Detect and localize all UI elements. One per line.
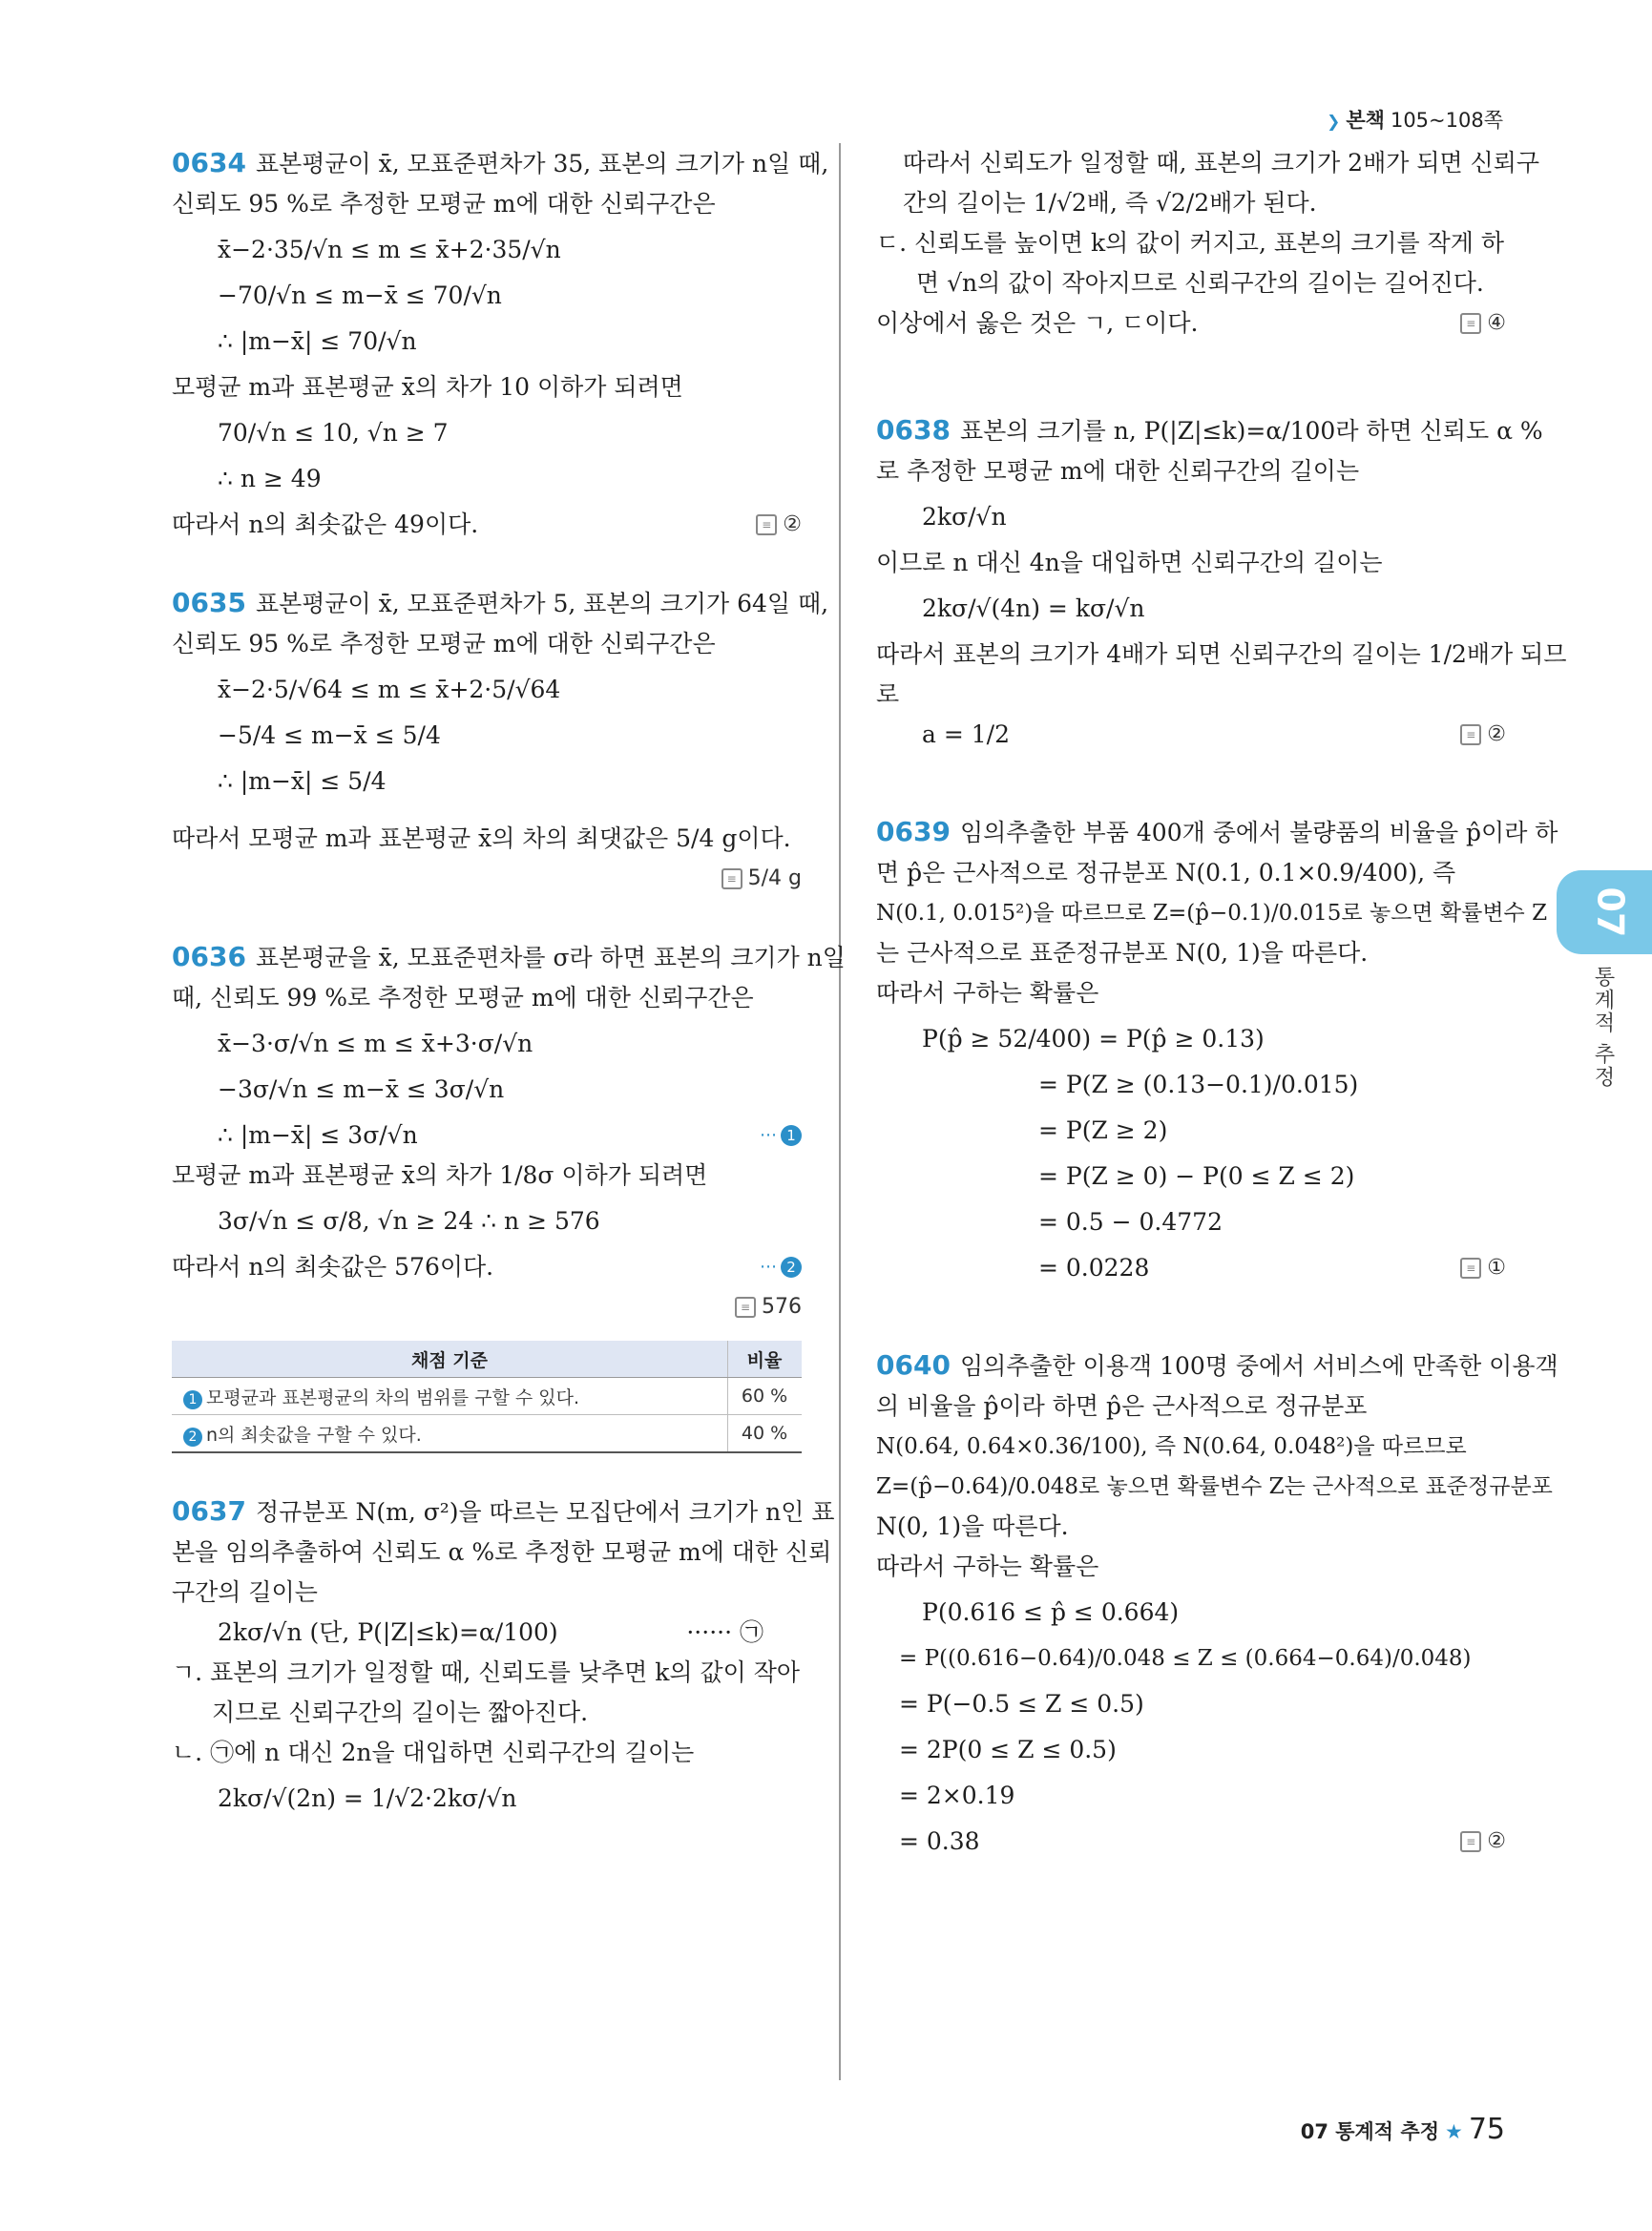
equation: P(0.616 ≤ p̂ ≤ 0.664) bbox=[922, 1598, 1180, 1626]
intro-line: 면 p̂은 근사적으로 정규분포 N(0.1, 0.1×0.9/400), 즉 bbox=[876, 859, 1456, 886]
header-criteria: 채점 기준 bbox=[172, 1341, 728, 1378]
problem-0636 bbox=[172, 937, 846, 1453]
problem-number: 0637 bbox=[172, 1495, 246, 1527]
equation: ∴ |m−x̄| ≤ 3σ/√n bbox=[218, 1121, 418, 1149]
conclusion-text: 따라서 n의 최솟값은 49이다. bbox=[172, 511, 479, 538]
scoring-table bbox=[172, 1341, 802, 1453]
intro-line: 임의추출한 이용객 100명 중에서 서비스에 만족한 이용객 bbox=[959, 1352, 1558, 1380]
equation: P(p̂ ≥ 52/400) = P(p̂ ≥ 0.13) bbox=[922, 1025, 1265, 1053]
equation: −3σ/√n ≤ m−x̄ ≤ 3σ/√n bbox=[218, 1075, 505, 1103]
chapter-tab-label: 통계적 추정 bbox=[1591, 966, 1615, 1089]
answer-value: ② bbox=[1487, 1829, 1506, 1853]
step-marker-1: ⋯ 1 bbox=[760, 1116, 802, 1156]
problem-number: 0640 bbox=[876, 1349, 951, 1381]
right-column bbox=[876, 143, 1567, 1900]
item-label: ㄱ. bbox=[172, 1658, 203, 1686]
answer-icon: ≡ bbox=[1460, 1258, 1481, 1279]
item-text: 표본의 크기가 일정할 때, 신뢰도를 낮추면 k의 값이 작아지므로 신뢰구간의 길이는 짧아진다. bbox=[210, 1658, 801, 1726]
equation: −5/4 ≤ m−x̄ ≤ 5/4 bbox=[218, 721, 441, 749]
table-row bbox=[172, 1378, 802, 1415]
criteria-number: 2 bbox=[183, 1428, 202, 1447]
equation: = 2P(0 ≤ Z ≤ 0.5) bbox=[899, 1736, 1117, 1763]
conclusion-text: 로 bbox=[876, 680, 900, 708]
intro-line: Z=(p̂−0.64)/0.048로 놓으면 확률변수 Z는 근사적으로 표준정규분포 bbox=[876, 1474, 1553, 1499]
item-label: ㄴ. bbox=[172, 1739, 203, 1766]
header-ratio: 비율 bbox=[728, 1341, 803, 1378]
intro-line: 때, 신뢰도 99 %로 추정한 모평균 m에 대한 신뢰구간은 bbox=[172, 984, 754, 1011]
answer bbox=[1460, 1822, 1506, 1862]
equation: ∴ |m−x̄| ≤ 70/√n bbox=[218, 327, 417, 355]
equation: x̄−2·35/√n ≤ m ≤ x̄+2·35/√n bbox=[218, 236, 561, 263]
answer bbox=[1460, 1248, 1506, 1288]
triangle-icon: ❯ bbox=[1327, 113, 1341, 132]
equation: x̄−3·σ/√n ≤ m ≤ x̄+3·σ/√n bbox=[218, 1030, 533, 1057]
equation: = P(Z ≥ 2) bbox=[1038, 1116, 1168, 1144]
criteria-ratio: 40 % bbox=[728, 1415, 803, 1453]
problem-0637-continued bbox=[876, 143, 1540, 344]
intro-line: 임의추출한 부품 400개 중에서 불량품의 비율을 p̂이라 하 bbox=[959, 819, 1558, 846]
problem-number: 0638 bbox=[876, 414, 951, 446]
equation: = P(−0.5 ≤ Z ≤ 0.5) bbox=[899, 1690, 1144, 1718]
equation: = 2×0.19 bbox=[899, 1782, 1015, 1809]
step-marker-2: ⋯ 2 bbox=[760, 1247, 802, 1287]
intro-line: 따라서 구하는 확률은 bbox=[876, 1553, 1099, 1580]
text-line: 간의 길이는 1/√2배, 즉 √2/2배가 된다. bbox=[903, 189, 1317, 217]
answer-icon: ≡ bbox=[1460, 1831, 1481, 1852]
intro-line: 정규분포 N(m, σ²)을 따르는 모집단에서 크기가 n인 표 bbox=[255, 1498, 835, 1526]
equation: a = 1/2 bbox=[922, 720, 1010, 748]
conclusion-text: 이상에서 옳은 것은 ㄱ, ㄷ이다. bbox=[876, 309, 1199, 337]
text-line: 이므로 n 대신 4n을 대입하면 신뢰구간의 길이는 bbox=[876, 549, 1383, 576]
conclusion-text: 따라서 표본의 크기가 4배가 되면 신뢰구간의 길이는 1/2배가 되므 bbox=[876, 640, 1567, 668]
problem-number: 0636 bbox=[172, 941, 246, 972]
equation: 2kσ/√(2n) = 1/√2·2kσ/√n bbox=[218, 1784, 517, 1812]
ref-pages: 105~108쪽 bbox=[1390, 109, 1503, 132]
equation: = 0.38 bbox=[899, 1827, 980, 1855]
table-header-row bbox=[172, 1341, 802, 1378]
answer-value: ① bbox=[1487, 1256, 1506, 1280]
equation: 3σ/√n ≤ σ/8, √n ≥ 24 ∴ n ≥ 576 bbox=[218, 1207, 600, 1235]
intro-line: 구간의 길이는 bbox=[172, 1578, 318, 1606]
answer-value: 5/4 g bbox=[747, 866, 802, 890]
answer bbox=[1460, 303, 1506, 344]
page-number: 75 bbox=[1468, 2113, 1505, 2146]
equation: 2kσ/√n (단, P(|Z|≤k)=α/100) bbox=[218, 1618, 558, 1646]
problem-0637 bbox=[172, 1491, 835, 1819]
answer-value: ④ bbox=[1487, 311, 1506, 335]
text-line: 따라서 신뢰도가 일정할 때, 표본의 크기가 2배가 되면 신뢰구 bbox=[903, 149, 1540, 177]
answer-icon: ≡ bbox=[756, 514, 777, 535]
intro-line: 본을 임의추출하여 신뢰도 α %로 추정한 모평균 m에 대한 신뢰 bbox=[172, 1538, 832, 1566]
problem-0640 bbox=[876, 1345, 1558, 1862]
equation: = 0.0228 bbox=[1038, 1254, 1150, 1282]
equation: x̄−2·5/√64 ≤ m ≤ x̄+2·5/√64 bbox=[218, 676, 561, 703]
intro-line: 표본평균을 x̄, 모표준편차를 σ라 하면 표본의 크기가 n일 bbox=[255, 944, 846, 971]
answer bbox=[756, 505, 802, 545]
column-divider bbox=[839, 143, 841, 2080]
problem-number: 0634 bbox=[172, 147, 246, 178]
ref-label: 본책 bbox=[1346, 109, 1385, 132]
intro-line: 표본의 크기를 n, P(|Z|≤k)=α/100라 하면 신뢰도 α % bbox=[959, 417, 1543, 445]
criteria-number: 1 bbox=[183, 1390, 202, 1409]
page-footer bbox=[1301, 2113, 1505, 2146]
answer-icon: ≡ bbox=[1460, 313, 1481, 334]
equation: ∴ n ≥ 49 bbox=[218, 465, 322, 492]
answer bbox=[721, 859, 802, 899]
criteria-text: 모평균과 표본평균의 차의 범위를 구할 수 있다. bbox=[206, 1387, 580, 1408]
footer-chapter: 07 통계적 추정 bbox=[1300, 2120, 1439, 2143]
problem-0634 bbox=[172, 143, 829, 545]
conclusion-text: 따라서 모평균 m과 표본평균 x̄의 차의 최댓값은 5/4 g이다. bbox=[172, 824, 791, 852]
intro-line: 따라서 구하는 확률은 bbox=[876, 979, 1099, 1007]
item-text: 신뢰도를 높이면 k의 값이 커지고, 표본의 크기를 작게 하면 √n의 값이 작아지므로 신뢰구간의 길이는 길어진다. bbox=[914, 229, 1505, 297]
criteria-ratio: 60 % bbox=[728, 1378, 803, 1415]
intro-line: 의 비율을 p̂이라 하면 p̂은 근사적으로 정규분포 bbox=[876, 1392, 1368, 1420]
star-icon: ★ bbox=[1444, 2120, 1463, 2143]
page-reference bbox=[1327, 105, 1503, 134]
equation: 70/√n ≤ 10, √n ≥ 7 bbox=[218, 419, 449, 447]
intro-line: 는 근사적으로 표준정규분포 N(0, 1)을 따른다. bbox=[876, 939, 1369, 967]
equation: ∴ |m−x̄| ≤ 5/4 bbox=[218, 767, 387, 795]
chapter-tab-number: 07 bbox=[1589, 886, 1632, 938]
intro-line: N(0.64, 0.64×0.36/100), 즉 N(0.64, 0.048²)을 따르므로 bbox=[876, 1434, 1467, 1459]
intro-line: 표본평균이 x̄, 모표준편차가 35, 표본의 크기가 n일 때, bbox=[255, 150, 829, 177]
equation: = P(Z ≥ (0.13−0.1)/0.015) bbox=[1038, 1071, 1359, 1098]
answer-icon: ≡ bbox=[721, 868, 742, 889]
intro-line: 표본평균이 x̄, 모표준편차가 5, 표본의 크기가 64일 때, bbox=[255, 590, 829, 617]
equation: 2kσ/√(4n) = kσ/√n bbox=[922, 594, 1145, 622]
problem-number: 0639 bbox=[876, 816, 951, 847]
intro-line: N(0, 1)을 따른다. bbox=[876, 1512, 1069, 1540]
equation: −70/√n ≤ m−x̄ ≤ 70/√n bbox=[218, 281, 502, 309]
problem-0639 bbox=[876, 812, 1558, 1288]
condition-text: 모평균 m과 표본평균 x̄의 차가 1/8σ 이하가 되려면 bbox=[172, 1161, 708, 1189]
equation: 2kσ/√n bbox=[922, 503, 1007, 531]
table-row bbox=[172, 1415, 802, 1453]
answer-icon: ≡ bbox=[735, 1297, 756, 1318]
intro-line: 신뢰도 95 %로 추정한 모평균 m에 대한 신뢰구간은 bbox=[172, 630, 716, 657]
answer-icon: ≡ bbox=[1460, 724, 1481, 745]
intro-line: 신뢰도 95 %로 추정한 모평균 m에 대한 신뢰구간은 bbox=[172, 190, 716, 218]
chapter-tab bbox=[1557, 870, 1652, 954]
marker-number: 1 bbox=[781, 1125, 802, 1146]
intro-line: 로 추정한 모평균 m에 대한 신뢰구간의 길이는 bbox=[876, 457, 1360, 485]
equation: = P(Z ≥ 0) − P(0 ≤ Z ≤ 2) bbox=[1038, 1162, 1355, 1190]
condition-text: 모평균 m과 표본평균 x̄의 차가 10 이하가 되려면 bbox=[172, 373, 683, 401]
answer-value: 576 bbox=[762, 1295, 802, 1319]
answer-value: ② bbox=[1487, 722, 1506, 746]
problem-number: 0635 bbox=[172, 587, 246, 618]
answer-value: ② bbox=[783, 512, 802, 536]
answer bbox=[735, 1287, 802, 1327]
conclusion-text: 따라서 n의 최솟값은 576이다. bbox=[172, 1253, 494, 1281]
answer bbox=[1460, 715, 1506, 755]
problem-0638 bbox=[876, 410, 1567, 755]
problem-0635 bbox=[172, 583, 829, 899]
item-label: ㄷ. bbox=[876, 229, 908, 257]
left-column bbox=[172, 143, 846, 1857]
marker-number: 2 bbox=[781, 1257, 802, 1278]
item-text: ㉠에 n 대신 2n을 대입하면 신뢰구간의 길이는 bbox=[210, 1739, 695, 1766]
equation-tag: ······ ㉠ bbox=[686, 1618, 763, 1646]
criteria-text: n의 최솟값을 구할 수 있다. bbox=[206, 1424, 422, 1446]
equation: = 0.5 − 0.4772 bbox=[1038, 1208, 1223, 1236]
equation: = P((0.616−0.64)/0.048 ≤ Z ≤ (0.664−0.64)/0.048) bbox=[899, 1646, 1472, 1671]
intro-line: N(0.1, 0.015²)을 따르므로 Z=(p̂−0.1)/0.015로 놓으면 확률변수 Z bbox=[876, 901, 1548, 926]
